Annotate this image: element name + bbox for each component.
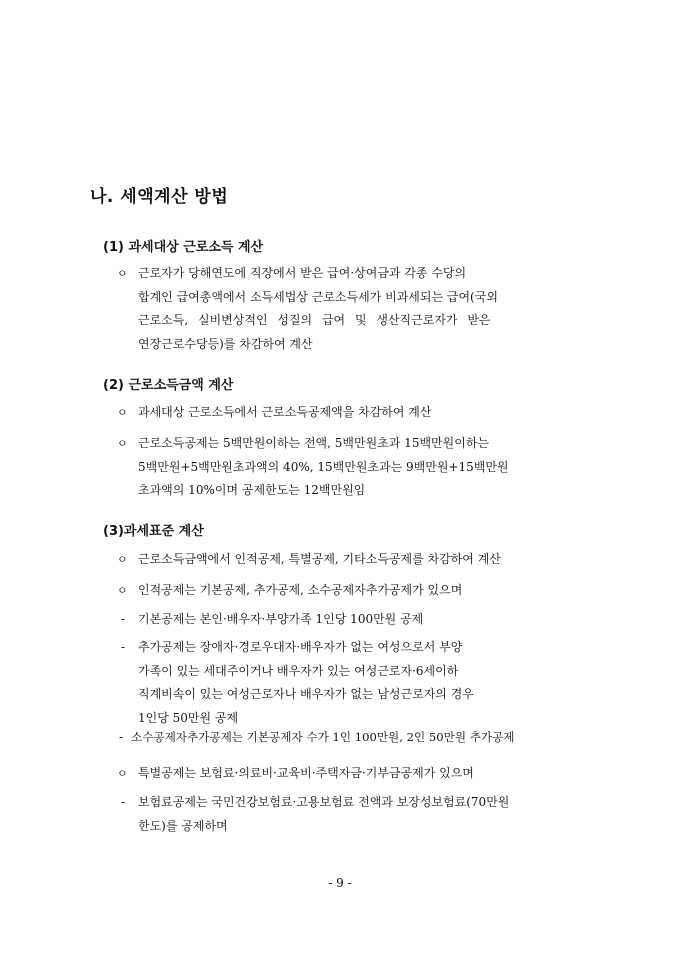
text-line: 1인당 50만원 공제 <box>138 710 239 725</box>
dash-marker: - <box>121 795 126 809</box>
text-line: 근로소득공제는 5백만원이하는 전액, 5백만원초과 15백만원이하는 <box>138 436 490 450</box>
bullet-marker: ㅇ <box>117 406 128 419</box>
section-title: 나. 세액계산 방법 <box>90 187 229 207</box>
text-line: 초과액의 10%이며 공제한도는 12백만원임 <box>138 483 366 497</box>
paragraph-special-deduction <box>138 762 558 786</box>
page-number: - 9 - <box>328 876 352 890</box>
text-line: 한도)를 공제하며 <box>138 818 228 833</box>
text-line: 보험료공제는 국민건강보험료·고용보험료 전액과 보장성보험료(70만원 <box>138 795 510 809</box>
paragraph-few-dependents-deduction <box>131 726 561 750</box>
text-line: 5백만원+5백만원초과액의 40%, 15백만원초과는 9백만원+15백만원 <box>138 459 509 474</box>
dash-marker: - <box>119 730 124 744</box>
paragraph-additional-deduction <box>138 636 558 730</box>
text-line: 소수공제자추가공제는 기본공제자 수가 1인 100만원, 2인 50만원 추가공제 <box>131 730 515 744</box>
bullet-marker: ㅇ <box>117 553 128 566</box>
text-line: 연장근로수당등)를 차감하여 계산 <box>138 336 313 351</box>
paragraph-tax-base <box>138 548 558 572</box>
paragraph-insurance-deduction <box>138 791 558 838</box>
paragraph-income-amount <box>138 401 558 425</box>
text-line: 기본공제는 본인·배우자·부양가족 1인당 100만원 공제 <box>138 612 424 626</box>
dash-marker: - <box>121 612 126 626</box>
text-line: 합계인 급여총액에서 소득세법상 근로소득세가 비과세되는 급여(국외 <box>138 289 498 304</box>
subsection-title-3: (3)과세표준 계산 <box>103 524 204 539</box>
text-line: 근로소득, 실비변상적인 성질의 급여 및 생산직근로자가 받은 <box>138 313 491 327</box>
bullet-marker: ㅇ <box>117 767 128 780</box>
text-line: 추가공제는 장애자·경로우대자·배우자가 없는 여성으로서 부양 <box>138 640 463 654</box>
text-line: 인적공제는 기본공제, 추가공제, 소수공제자추가공제가 있으며 <box>138 583 463 597</box>
text-line: 특별공제는 보험료·의료비·교육비·주택자금·기부금공제가 있으며 <box>138 766 474 780</box>
text-line: 근로소득금액에서 인적공제, 특별공제, 기타소득공제를 차감하여 계산 <box>138 552 501 566</box>
dash-marker: - <box>121 640 126 654</box>
paragraph-taxable-income <box>138 262 558 356</box>
paragraph-personal-deduction <box>138 579 558 603</box>
text-line: 직계비속이 있는 여성근로자나 배우자가 없는 남성근로자의 경우 <box>138 687 474 701</box>
paragraph-basic-deduction <box>138 608 558 632</box>
text-line: 가족이 있는 세대주이거나 배우자가 있는 여성근로자·6세이하 <box>138 663 459 678</box>
text-line: 과세대상 근로소득에서 근로소득공제액을 차감하여 계산 <box>138 405 432 419</box>
bullet-marker: ㅇ <box>117 437 128 450</box>
subsection-title-1: (1) 과세대상 근로소득 계산 <box>103 240 264 255</box>
paragraph-income-deduction <box>138 432 558 503</box>
text-line: 근로자가 당해연도에 직장에서 받은 급여·상여금과 각종 수당의 <box>138 266 467 280</box>
bullet-marker: ㅇ <box>117 267 128 280</box>
subsection-title-2: (2) 근로소득금액 계산 <box>103 378 234 393</box>
bullet-marker: ㅇ <box>117 584 128 597</box>
